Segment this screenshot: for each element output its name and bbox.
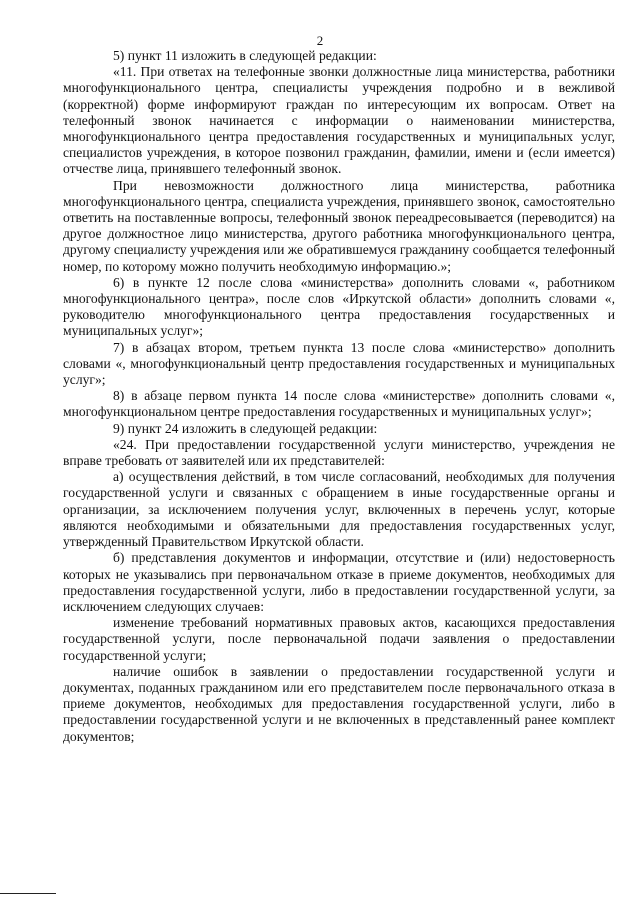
paragraph-item-7: 7) в абзацах втором, третьем пункта 13 после слова «министерство» дополнить словами «, многофункциональный центр предоставления государственных и муниципальных услуг»; xyxy=(63,339,615,388)
page-number: 2 xyxy=(316,33,324,48)
footer-rule xyxy=(0,893,56,894)
paragraph-item-6: 6) в пункте 12 после слова «министерства» дополнить словами «, работником многофункционального центра», после слов «Иркутской области» дополнить словами «, руководителю многофункционального центра предоставления государственных и муниципальных услуг»; xyxy=(63,274,615,339)
paragraph-item-11-part-2: При невозможности должностного лица министерства, работника многофункционального центра, специалиста учреждения, принявшего звонок, самостоятельно ответить на поставленные вопросы, телефонный звонок переадресовывается (переводится) на другое должностное лицо министерства, другого работника многофункционального центра, другому специалисту учреждения или же обратившемуся гражданину сообщается телефонный номер, по которому можно получить необходимую информацию.»; xyxy=(63,177,615,274)
paragraph-item-5: 5) пункт 11 изложить в следующей редакции: xyxy=(113,48,377,63)
paragraph-new-item-24: «24. При предоставлении государственной услуги министерство, учреждения не вправе требовать от заявителей или их представителей: xyxy=(63,436,615,469)
paragraph-case-2: наличие ошибок в заявлении о предоставлении государственной услуги и документах, поданных гражданином или его представителем после первоначального отказа в приеме документов, необходимых для предоставления государственной услуги, либо в предоставлении государственной услуги и не включенных в представленный ранее комплект документов; xyxy=(63,663,615,744)
paragraph-subitem-a: а) осуществления действий, в том числе согласований, необходимых для получения государственной услуги и связанных с обращением в иные государственные органы и организации, за исключением получения услуг, включенных в перечень услуг, которые являются необходимыми и обязательными для предоставления государственных услуг, утвержденный Правительством Иркутской области. xyxy=(63,469,615,550)
document-body xyxy=(63,48,615,745)
paragraph-new-item-11: «11. При ответах на телефонные звонки должностные лица министерства, работники многофункционального центра, специалисты учреждения подробно и в вежливой (корректной) форме информируют граждан по интересующим их вопросам. Ответ на телефонный звонок начинается с информации о наименовании министерства, многофункционального центра предоставления государственных и муниципальных услуг, специалистов учреждения, в которое позвонил гражданин, фамилии, имени и (если имеется) отчестве лица, принявшего телефонный звонок. xyxy=(63,64,615,177)
paragraph-item-9: 9) пункт 24 изложить в следующей редакции: xyxy=(113,420,378,436)
paragraph-item-8: 8) в абзаце первом пункта 14 после слова «министерстве» дополнить словами «, многофункциональном центре предоставления государственных и муниципальных услуг»; xyxy=(63,388,615,420)
paragraph-case-1: изменение требований нормативных правовых актов, касающихся предоставления государственной услуги, после первоначальной подачи заявления о предоставлении государственной услуги; xyxy=(63,615,615,663)
paragraph-subitem-b: б) представления документов и информации, отсутствие и (или) недостоверность которых не указывались при первоначальном отказе в приеме документов, необходимых для предоставления государственной услуги, либо в предоставлении государственной услуги, за исключением следующих случаев: xyxy=(63,550,615,614)
